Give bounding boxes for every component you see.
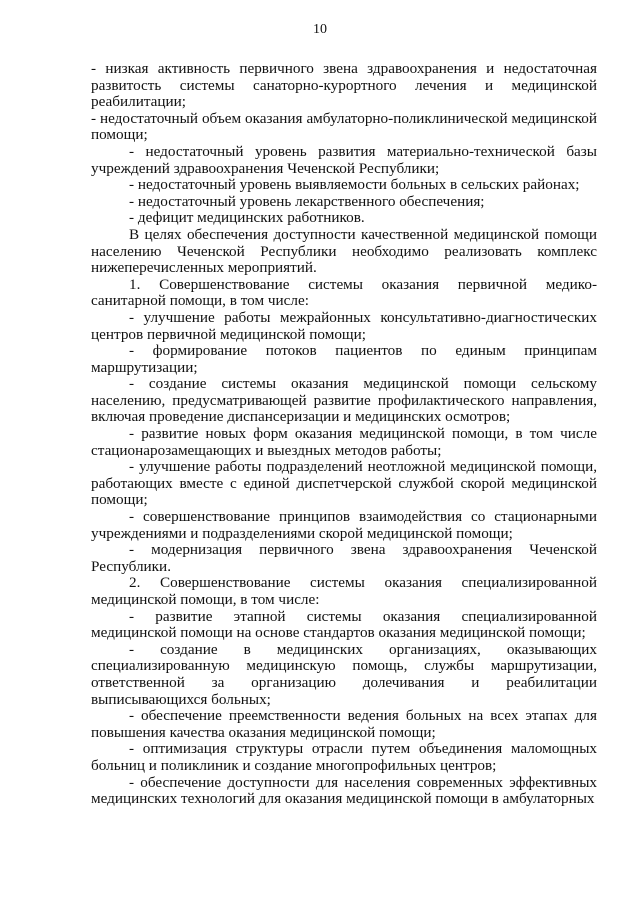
paragraph: - создание системы оказания медицинской помощи сельскому населению, предусматривающей развитие профилактического направления, включая проведение диспансеризации и медицинских осмотров;	[91, 375, 597, 426]
paragraph: - низкая активность первичного звена здравоохранения и недостаточная развитость системы санаторно-курортного лечения и медицинской реабилитации;	[91, 60, 597, 111]
paragraph: - улучшение работы межрайонных консультативно-диагностических центров первичной медицинской помощи;	[91, 308, 597, 343]
paragraph: - развитие новых форм оказания медицинской помощи, в том числе стационарозамещающих и выездных методов работы;	[91, 425, 597, 459]
paragraph: - создание в медицинских организациях, оказывающих специализированную медицинскую помощь, службы маршрутизации, ответственной за организацию долечивания и реабилитации выписывающихся больных;	[91, 640, 597, 708]
paragraph: - формирование потоков пациентов по единым принципам маршрутизации;	[91, 342, 597, 376]
paragraph: 1. Совершенствование системы оказания первичной медико-санитарной помощи, в том числе:	[91, 275, 597, 310]
paragraph: - оптимизация структуры отрасли путем объединения маломощных больниц и поликлиник и создание многопрофильных центров;	[91, 740, 597, 774]
paragraph: - улучшение работы подразделений неотложной медицинской помощи, работающих вместе с единой диспетчерской службой скорой медицинской помощи;	[91, 458, 597, 509]
paragraph: - дефицит медицинских работников.	[129, 209, 365, 227]
paragraph: - совершенствование принципов взаимодействия со стационарными учреждениями и подразделениями скорой медицинской помощи;	[91, 508, 597, 542]
paragraph: - недостаточный уровень выявляемости больных в сельских районах;	[129, 176, 580, 194]
page-number: 10	[313, 22, 327, 37]
paragraph: - обеспечение преемственности ведения больных на всех этапах для повышения качества оказания медицинской помощи;	[91, 707, 597, 741]
paragraph: - модернизация первичного звена здравоохранения Чеченской Республики.	[91, 541, 597, 575]
paragraph: 2. Совершенствование системы оказания специализированной медицинской помощи, в том числе:	[91, 574, 597, 608]
paragraph: - обеспечение доступности для населения современных эффективных медицинских технологий для оказания медицинской помощи в амбулаторных	[91, 773, 597, 808]
paragraph: - недостаточный объем оказания амбулаторно-поликлинической медицинской помощи;	[91, 109, 597, 144]
paragraph: В целях обеспечения доступности качественной медицинской помощи населению Чеченской Республики необходимо реализовать комплекс нижеперечисленных мероприятий.	[91, 225, 597, 277]
paragraph: - недостаточный уровень лекарственного обеспечения;	[129, 192, 485, 210]
document-body	[91, 61, 597, 808]
paragraph: - недостаточный уровень развития материально-технической базы учреждений здравоохранения Чеченской Республики;	[91, 142, 597, 177]
paragraph: - развитие этапной системы оказания специализированной медицинской помощи на основе стандартов оказания медицинской помощи;	[91, 607, 597, 642]
